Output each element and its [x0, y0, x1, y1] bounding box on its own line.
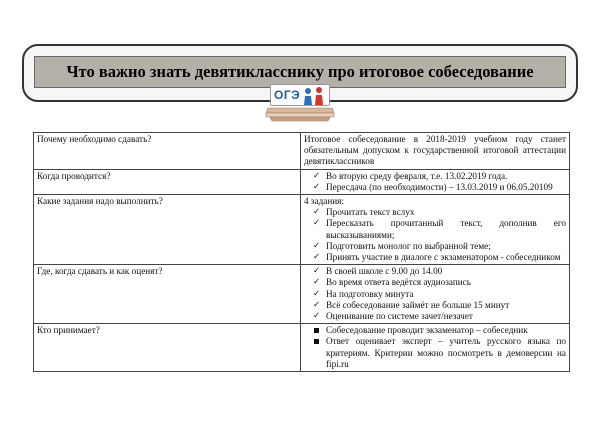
answer-cell	[301, 195, 570, 265]
answer-list	[304, 207, 566, 263]
question-cell: Когда проводится?	[34, 169, 301, 194]
question-cell: Какие задания надо выполнить?	[34, 195, 301, 265]
table-row	[34, 195, 570, 265]
list-item: ✓ Во вторую среду февраля, т.е. 13.02.2019 года.	[313, 171, 566, 182]
question-cell: Где, когда сдавать и как оценят?	[34, 265, 301, 324]
oge-logo	[264, 84, 336, 124]
question-cell: Почему необходимо сдавать?	[34, 133, 301, 170]
list-item: ✓ Пересказать прочитанный текст, дополнив его высказываниями;	[313, 218, 566, 240]
list-item: ✓ Подготовить монолог по выбранной теме;	[313, 241, 566, 252]
table-row	[34, 133, 570, 170]
list-item: Ответ оценивает эксперт – учитель русского языка по критериям. Критерии можно посмотреть в демоверсии на fipi.ru	[313, 336, 566, 370]
students-icon	[301, 86, 327, 106]
list-item: ✓ На подготовку минута	[313, 289, 566, 300]
info-table	[33, 132, 570, 372]
logo-text: ОГЭ	[274, 88, 301, 102]
answer-cell	[301, 265, 570, 324]
list-item: ✓ Оценивание по системе зачет/незачет	[313, 311, 566, 322]
answer-intro: 4 задания:	[304, 196, 344, 207]
answer-cell: Итоговое собеседование в 2018-2019 учебном году станет обязательным допуском к государственной итоговой аттестации девятиклассников	[301, 133, 570, 170]
answer-list	[304, 325, 566, 370]
answer-list	[304, 266, 566, 322]
list-item: ✓ Всё собеседование займёт не больше 15 минут	[313, 300, 566, 311]
list-item: ✓ Принять участие в диалоге с экзаменатором - собеседником	[313, 252, 566, 263]
list-item: ✓ В своей школе с 9.00 до 14.00	[313, 266, 566, 277]
table-row	[34, 169, 570, 194]
list-item: Собеседование проводит экзаменатор – собеседник	[313, 325, 566, 336]
books-icon	[264, 106, 336, 122]
list-item: ✓ Прочитать текст вслух	[313, 207, 566, 218]
list-item: ✓ Во время ответа ведётся аудиозапись	[313, 277, 566, 288]
table-row	[34, 265, 570, 324]
question-cell: Кто принимает?	[34, 324, 301, 372]
list-item: ✓ Пересдача (по необходимости) – 13.03.2019 и 06.05.20109	[313, 182, 566, 193]
page-title: Что важно знать девятикласснику про итоговое собеседование	[66, 62, 534, 81]
logo-badge	[270, 84, 330, 106]
table-row	[34, 324, 570, 372]
answer-cell	[301, 169, 570, 194]
answer-cell	[301, 324, 570, 372]
answer-list	[304, 171, 566, 193]
